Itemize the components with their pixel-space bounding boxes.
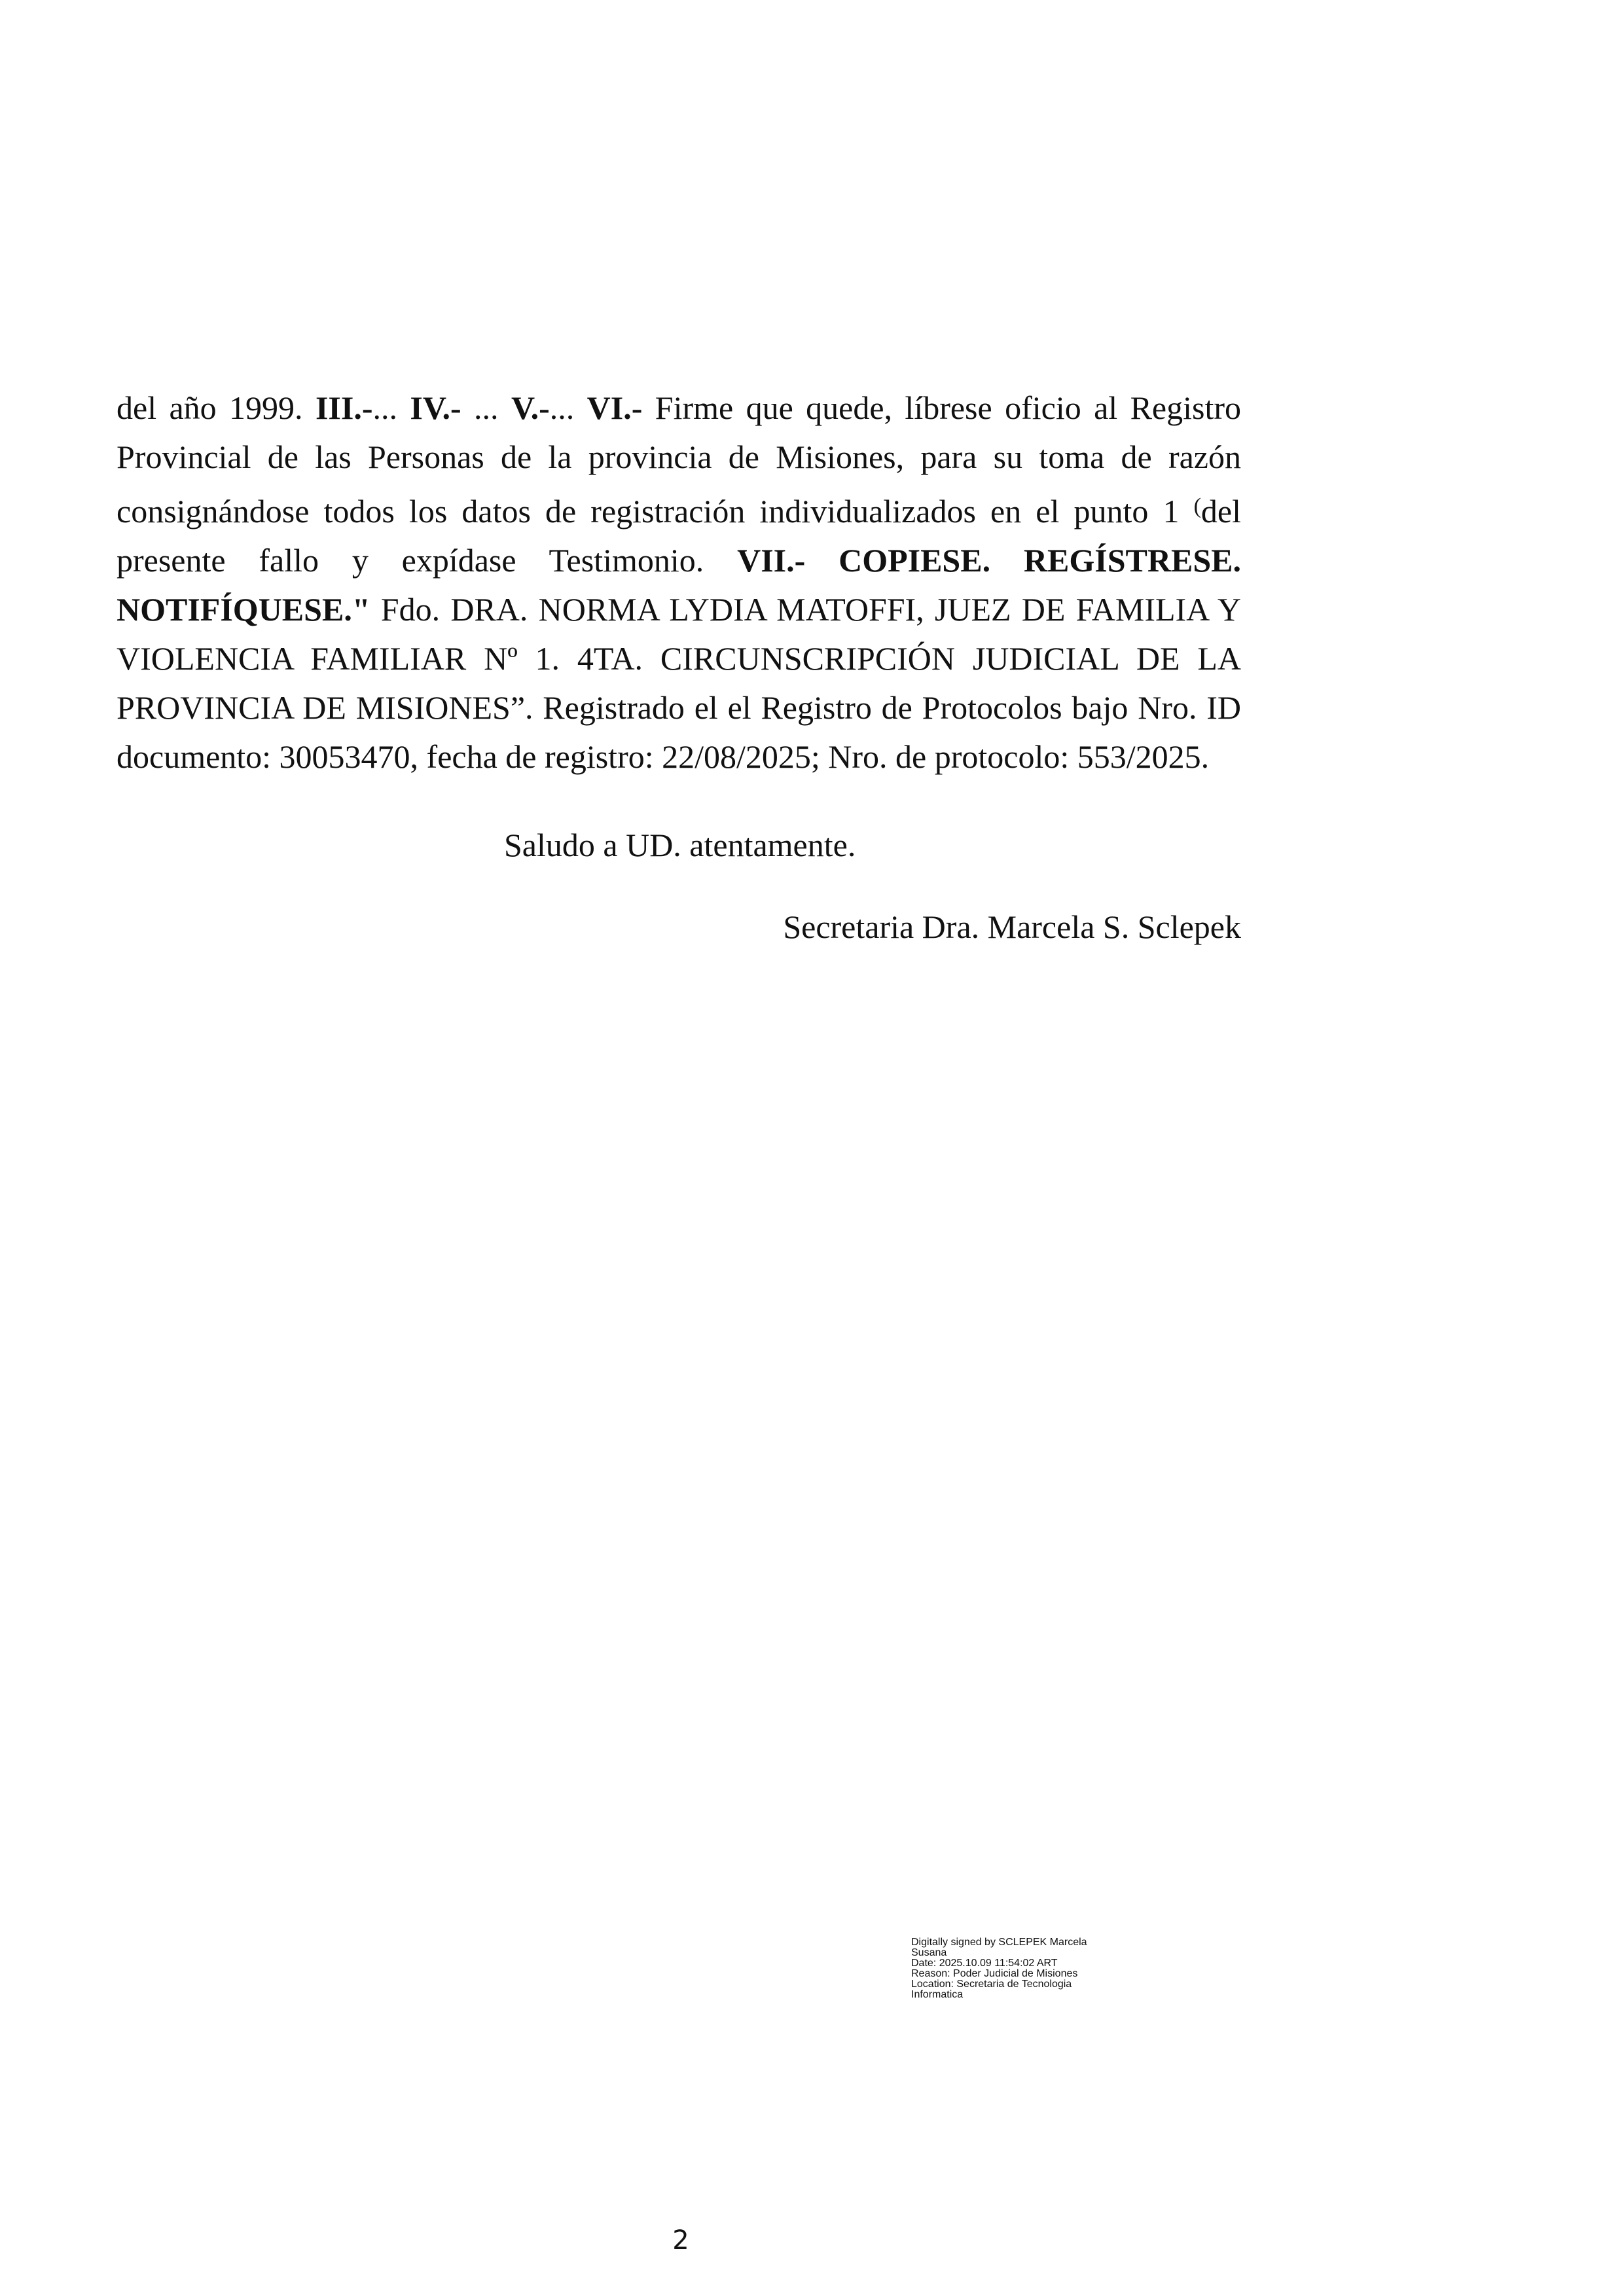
text-run: consignándose todos los datos de registración individualizados en el punto 1 xyxy=(117,493,1194,529)
body-line-8: documento: 30053470, fecha de registro: 22/08/2025; Nro. de protocolo: 553/2025. xyxy=(117,738,1210,775)
body-paragraph xyxy=(117,384,1241,781)
closing-greeting: Saludo a UD. atentamente. xyxy=(504,827,856,863)
signature-line: Digitally signed by SCLEPEK Marcela xyxy=(911,1937,1087,1948)
signature-line: Reason: Poder Judicial de Misiones xyxy=(911,1968,1078,1979)
body-line-5 xyxy=(117,585,1241,634)
signature-line: Date: 2025.10.09 11:54:02 ART xyxy=(911,1958,1058,1969)
page-number: 2 xyxy=(672,2225,689,2255)
signature-line: Location: Secretaria de Tecnologia xyxy=(911,1979,1072,1990)
body-line-4 xyxy=(117,536,1241,585)
text-run: del xyxy=(1200,493,1241,529)
body-line-7: PROVINCIA DE MISIONES”. Registrado el el Registro de Protocolos bajo Nro. ID xyxy=(117,689,1241,726)
body-line-1 xyxy=(117,384,1241,433)
text-run: ... xyxy=(461,389,511,426)
superscript: ( xyxy=(1193,494,1201,518)
signer-name: Secretaria Dra. Marcela S. Sclepek xyxy=(783,908,1241,945)
bold-run: III.- xyxy=(315,389,373,426)
body-line-3 xyxy=(117,482,1241,536)
text-run: del año 1999. xyxy=(117,389,316,426)
bold-run: NOTIFÍQUESE." xyxy=(117,591,370,628)
text-run: ... xyxy=(372,389,410,426)
bold-run: VII.- COPIESE. REGÍSTRESE. xyxy=(737,542,1241,579)
text-run: ... xyxy=(549,389,587,426)
body-line-2: Provincial de las Personas de la provincia de Misiones, para su toma de razón xyxy=(117,439,1241,475)
text-run: Firme que quede, líbrese oficio al Registro xyxy=(642,389,1242,426)
signature-line: Informatica xyxy=(911,1989,964,2000)
bold-run: V.- xyxy=(511,389,550,426)
signature-line: Susana xyxy=(911,1947,947,1958)
text-run: presente fallo y expídase Testimonio. xyxy=(117,542,738,579)
bold-run: IV.- xyxy=(410,389,461,426)
bold-run: VI.- xyxy=(586,389,643,426)
digital-signature-stamp xyxy=(911,1937,1087,2000)
body-line-6: VIOLENCIA FAMILIAR Nº 1. 4TA. CIRCUNSCRIPCIÓN JUDICIAL DE LA xyxy=(117,640,1241,677)
text-run: Fdo. DRA. NORMA LYDIA MATOFFI, JUEZ DE FAMILIA Y xyxy=(370,591,1241,628)
